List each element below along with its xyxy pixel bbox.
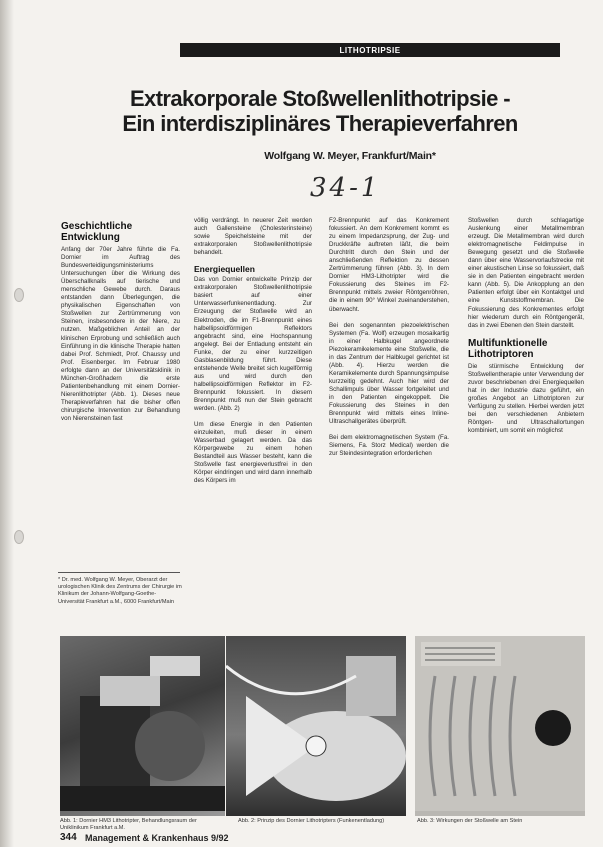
journal-name: Management & Krankenhaus 9/92 xyxy=(85,833,229,843)
paragraph: Die stürmische Entwicklung der Stoßwellentherapie unter Verwendung der zuvor beschriebenen drei Energiequellen hat in der Industrie dazu geführt, ein großes Angebot an Lithotriptoren zur Verfügung zu stellen. Hierbei werden jetzt bei den verschiedenen Anbietern Röntgen- und Ultraschallortungen kombiniert, um somit ein möglichst xyxy=(468,362,584,435)
text-column-1 xyxy=(61,221,180,431)
figure-2-illustration xyxy=(226,636,406,816)
paragraph: Bei dem elektromagnetischen System (Fa. Siemens, Fa. Storz Medical) werden die zur Steindesintegration erforderlichen xyxy=(329,434,449,458)
binder-hole xyxy=(14,530,24,544)
paragraph: Anfang der 70er Jahre führte die Fa. Dornier im Auftrag des Bundesverteidigungsministeriums Untersuchungen über die Wirkung des Überschallknalls auf tierische und menschliche Gewebe durch. Daraus entstanden dann Überlegungen, die physikalischen Eigenschaften von Stoßwellen zur Zertrümmerung von Steinen, insbesondere in der Niere, zu nutzen. Maßgeblichen Anteil an der klinischen Erprobung und schließlich auch Einführung in die klinische Therapie hatten dabei Prof. Schmiedt, Prof. Chaussy und Prof. Eisenberger. Im Februar 1980 erfolgte dann an der Universitätsklinik in München-Großhadern die erste Patientenbehandlung mit einem Dornier-Nierenlithotripter (Abb. 1). Dieses neue Therapieverfahren hat die bisher offen chirurgische Intervention zur Behandlung von Nierensteinen fast xyxy=(61,246,180,422)
binder-hole xyxy=(14,288,24,302)
shockwave-effect-illustration xyxy=(415,636,585,811)
lithotripter-photo-illustration xyxy=(60,636,225,811)
paragraph: Um diese Energie in den Patienten einzuleiten, muß dieser in einem Wasserbad gelagert werden. Da das Körpergewebe zu einem hohen Bestandteil aus Wasser besteht, kann die Stoßwelle fast energieverlustfrei in den Körper eindringen und wird dann innerhalb des Körpers im xyxy=(194,421,312,485)
figure-3-illustration xyxy=(415,636,585,816)
handwritten-note: 34-1 xyxy=(310,173,381,203)
article-title xyxy=(80,86,560,136)
text-column-2 xyxy=(194,217,312,493)
page-number: 344 xyxy=(60,832,77,843)
paragraph: völlig verdrängt. In neuerer Zeit werden auch Gallensteine (Cholesterinsteine) sowie Speichelsteine mit der extrakorporalen Stoßwellenlithotripsie behandelt. xyxy=(194,217,312,257)
paragraph: F2-Brennpunkt auf das Konkrement fokussiert. An dem Konkrement kommt es zu einem Impedanzsprung, der Zug- und Druckkräfte auftreten läßt, die beim Durchtritt durch den Stein und der anschließenden Reflektion zu dessen Zertrümmerung führen (Abb. 3). In dem Dornier HM3-Lithotripter wird die Fokussierung des Steines im F2-Brennpunkt mittels zweier Röntgenröhren, die in einem 90° Winkel zueinanderstehen, überwacht. xyxy=(329,217,449,313)
title-line-2: Ein interdisziplinäres Therapieverfahren xyxy=(122,111,518,136)
text-column-3 xyxy=(329,217,449,466)
section-heading: Energiequellen xyxy=(194,264,255,275)
figure-2-caption: Abb. 2: Prinzip des Dornier Lithotripters (Funkenentladung) xyxy=(238,818,385,824)
paragraph: Stoßwellen durch schlagartige Auslenkung einer Metallmembran erzeugt. Die Metallmembran wird durch elektromagnetische Feldimpulse in Bewegung gesetzt und die Stoßwelle dann über eine Wasservorlaufstrecke mit einer akustischen Linse so fokussiert, daß sie in den Patienten eingebracht werden kann (Abb. 5). Die Ankopplung an den Patienten erfolgt über ein Kontaktgel und eine Kunststoffmembran. Die Fokussierung des Konkrementes erfolgt hier wiederum durch ein Röntgengerät, das in zwei Ebenen den Stein darstellt. xyxy=(468,217,584,329)
author-line: Wolfgang W. Meyer, Frankfurt/Main* xyxy=(264,150,436,162)
paragraph: Bei den sogenannten piezoelektrischen Systemen (Fa. Wolf) erzeugen mosaikartig in einer Halbkugel angeordnete Piezokeramikelemente eine Stoßwelle, die in das Zentrum der Halbkugel gerichtet ist (Abb. 4). Hierzu werden die Keramikelemente durch Spannungsimpulse kurzzeitig gedehnt. Auch hier wird der Schallimpuls über Wasser fortgeleitet und in den Patienten eingekoppelt. Die Fokussierung des Steines in den Brennpunkt wird mittels eines Inline-Ultraschallgerätes überprüft. xyxy=(329,321,449,426)
figure-3-caption: Abb. 3: Wirkungen der Stoßwelle am Stein xyxy=(417,818,523,824)
title-line-1: Extrakorporale Stoßwellenlithotripsie - xyxy=(129,86,510,111)
page-edge-shadow xyxy=(0,0,14,847)
text-column-4 xyxy=(468,217,584,443)
footnote: * Dr. med. Wolfgang W. Meyer, Oberarzt der urologischen Klinik des Zentrums der Chirurgie im Klinikum der Johann-Wolfgang-Goethe-Universität Frankfurt a.M., 6000 Frankfurt/Main xyxy=(58,577,182,605)
reflector-principle-illustration xyxy=(226,636,406,816)
section-heading: Multifunktionelle Lithotriptoren xyxy=(468,337,548,360)
section-header: LITHOTRIPSIE xyxy=(180,43,560,57)
figure-1-photo xyxy=(60,636,225,816)
footnote-rule xyxy=(58,572,180,573)
paragraph: Das von Dornier entwickelte Prinzip der extrakorporalen Stoßwellenlithotripsie basiert auf einer Unterwasserfunkenentladung. Zur Erzeugung der Stoßwelle wird an Elektroden, die im F1-Brennpunkt eines halbellipsoidförmigen Reflektors angebracht sind, eine Hochspannung angelegt. Bei der Entladung entsteht ein Funke, der zu einer kurzzeitigen Gasblasenbildung führt. Diese entstehende Welle breitet sich kugelförmig aus und wird durch den halbellipsoidförmigen Reflektor im F2-Brennpunkt fokussiert. In diesem Brennpunkt muß nun der Stein gebracht werden. (Abb. 2) xyxy=(194,276,312,413)
section-heading: Geschichtliche Entwicklung xyxy=(61,221,133,243)
figure-1-caption: Abb. 1: Dornier HM3 Lithotripter, Behandlungsraum der Uniklinikum Frankfurt a.M. xyxy=(60,818,197,831)
